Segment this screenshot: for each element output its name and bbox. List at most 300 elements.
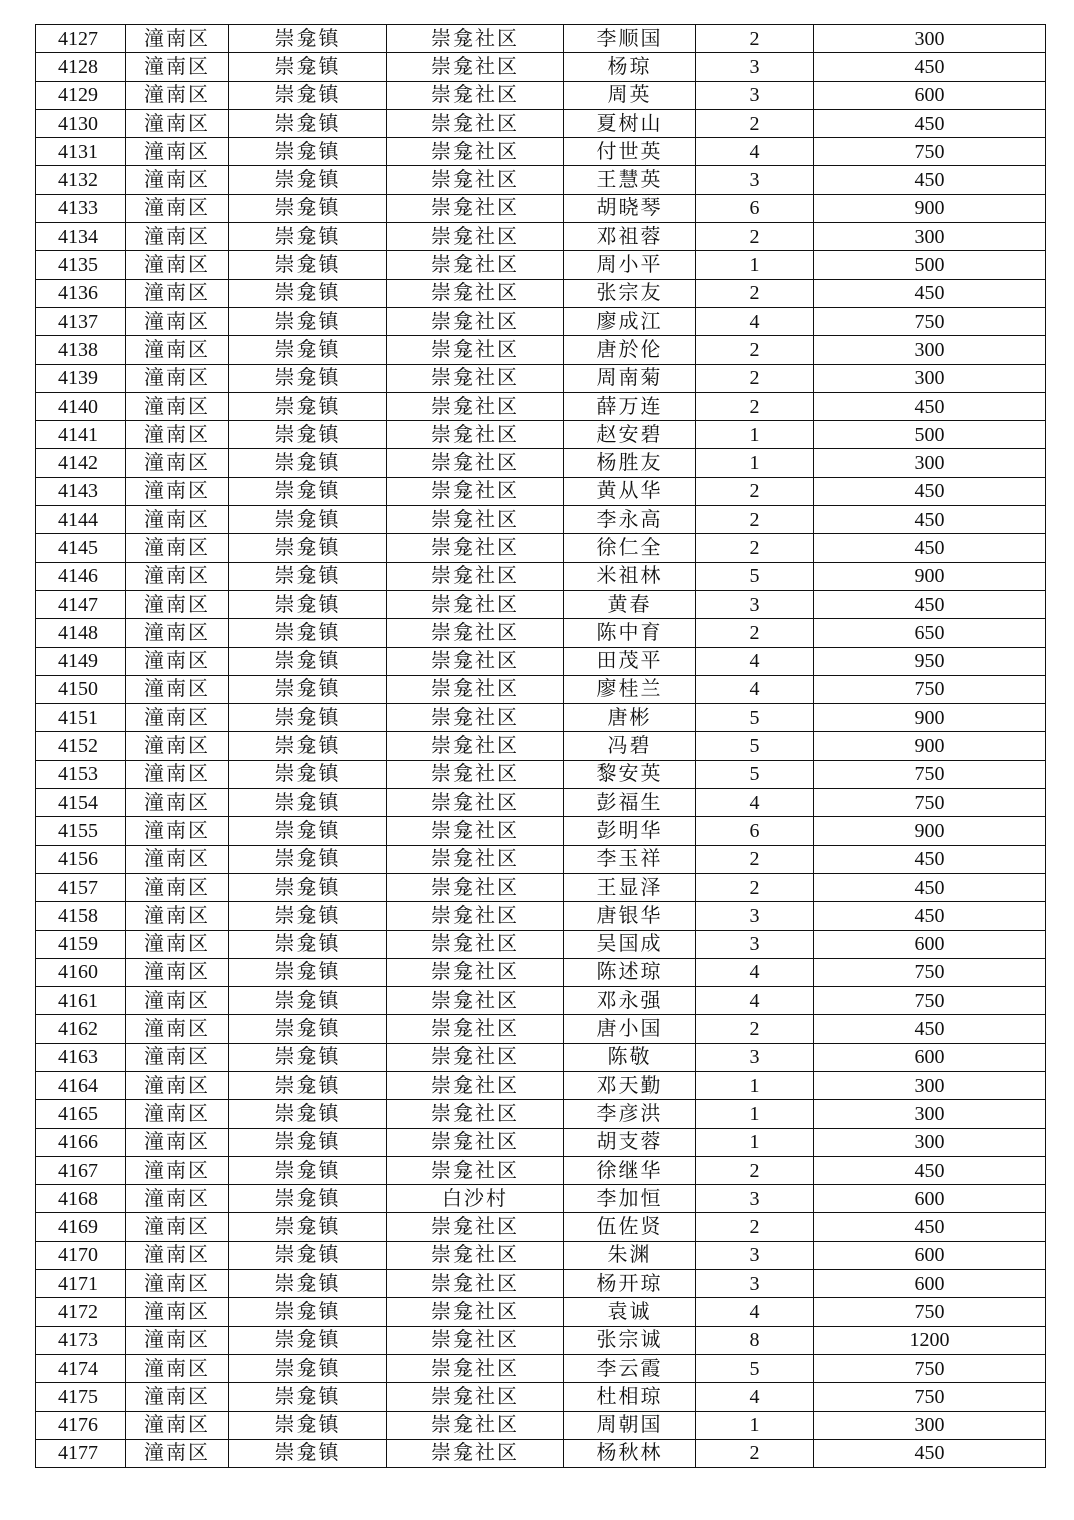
community-cell: 崇龛社区 — [387, 81, 564, 109]
town-cell: 崇龛镇 — [229, 534, 387, 562]
name-cell: 米祖林 — [564, 562, 696, 590]
table-row — [36, 307, 1046, 335]
name-cell: 周小平 — [564, 251, 696, 279]
name-cell: 彭福生 — [564, 789, 696, 817]
household-size-cell: 6 — [696, 817, 814, 845]
household-size-cell: 5 — [696, 704, 814, 732]
row-number-cell: 4166 — [36, 1128, 126, 1156]
district-cell: 潼南区 — [126, 166, 229, 194]
household-size-cell: 2 — [696, 109, 814, 137]
community-cell: 崇龛社区 — [387, 1156, 564, 1184]
name-cell: 杜相琼 — [564, 1383, 696, 1411]
household-size-cell: 3 — [696, 1241, 814, 1269]
district-cell: 潼南区 — [126, 138, 229, 166]
row-number-cell: 4137 — [36, 307, 126, 335]
household-size-cell: 5 — [696, 732, 814, 760]
amount-cell: 300 — [814, 1128, 1046, 1156]
amount-cell: 500 — [814, 251, 1046, 279]
community-cell: 崇龛社区 — [387, 1411, 564, 1439]
district-cell: 潼南区 — [126, 789, 229, 817]
row-number-cell: 4150 — [36, 675, 126, 703]
name-cell: 付世英 — [564, 138, 696, 166]
town-cell: 崇龛镇 — [229, 1298, 387, 1326]
community-cell: 崇龛社区 — [387, 506, 564, 534]
household-size-cell: 3 — [696, 1270, 814, 1298]
name-cell: 黄从华 — [564, 477, 696, 505]
amount-cell: 300 — [814, 1411, 1046, 1439]
town-cell: 崇龛镇 — [229, 1043, 387, 1071]
name-cell: 张宗友 — [564, 279, 696, 307]
row-number-cell: 4144 — [36, 506, 126, 534]
table-row — [36, 109, 1046, 137]
community-cell: 崇龛社区 — [387, 647, 564, 675]
household-size-cell: 5 — [696, 562, 814, 590]
household-size-cell: 4 — [696, 987, 814, 1015]
household-size-cell: 4 — [696, 1298, 814, 1326]
row-number-cell: 4132 — [36, 166, 126, 194]
community-cell: 崇龛社区 — [387, 1298, 564, 1326]
town-cell: 崇龛镇 — [229, 336, 387, 364]
district-cell: 潼南区 — [126, 1270, 229, 1298]
amount-cell: 450 — [814, 1156, 1046, 1184]
district-cell: 潼南区 — [126, 1185, 229, 1213]
name-cell: 冯碧 — [564, 732, 696, 760]
table-row — [36, 1411, 1046, 1439]
row-number-cell: 4146 — [36, 562, 126, 590]
town-cell: 崇龛镇 — [229, 138, 387, 166]
district-cell: 潼南区 — [126, 647, 229, 675]
row-number-cell: 4143 — [36, 477, 126, 505]
table-row — [36, 392, 1046, 420]
name-cell: 田茂平 — [564, 647, 696, 675]
table-row — [36, 1071, 1046, 1099]
row-number-cell: 4158 — [36, 902, 126, 930]
town-cell: 崇龛镇 — [229, 53, 387, 81]
district-cell: 潼南区 — [126, 1156, 229, 1184]
name-cell: 唐於伦 — [564, 336, 696, 364]
table-row — [36, 1156, 1046, 1184]
amount-cell: 450 — [814, 1439, 1046, 1467]
name-cell: 彭明华 — [564, 817, 696, 845]
household-size-cell: 2 — [696, 364, 814, 392]
community-cell: 崇龛社区 — [387, 1071, 564, 1099]
amount-cell: 300 — [814, 336, 1046, 364]
row-number-cell: 4170 — [36, 1241, 126, 1269]
community-cell: 崇龛社区 — [387, 987, 564, 1015]
community-cell: 崇龛社区 — [387, 138, 564, 166]
community-cell: 崇龛社区 — [387, 1241, 564, 1269]
amount-cell: 450 — [814, 873, 1046, 901]
town-cell: 崇龛镇 — [229, 1383, 387, 1411]
amount-cell: 750 — [814, 307, 1046, 335]
community-cell: 崇龛社区 — [387, 1383, 564, 1411]
district-cell: 潼南区 — [126, 873, 229, 901]
community-cell: 崇龛社区 — [387, 1100, 564, 1128]
table-row — [36, 251, 1046, 279]
table-row — [36, 1439, 1046, 1467]
amount-cell: 650 — [814, 619, 1046, 647]
table-row — [36, 223, 1046, 251]
household-size-cell: 2 — [696, 1156, 814, 1184]
community-cell: 崇龛社区 — [387, 307, 564, 335]
name-cell: 李玉祥 — [564, 845, 696, 873]
district-cell: 潼南区 — [126, 1241, 229, 1269]
community-cell: 崇龛社区 — [387, 619, 564, 647]
district-cell: 潼南区 — [126, 704, 229, 732]
community-cell: 崇龛社区 — [387, 902, 564, 930]
amount-cell: 600 — [814, 1043, 1046, 1071]
amount-cell: 450 — [814, 1213, 1046, 1241]
amount-cell: 450 — [814, 1015, 1046, 1043]
town-cell: 崇龛镇 — [229, 789, 387, 817]
household-size-cell: 1 — [696, 421, 814, 449]
name-cell: 吴国成 — [564, 930, 696, 958]
household-size-cell: 1 — [696, 1128, 814, 1156]
district-cell: 潼南区 — [126, 392, 229, 420]
amount-cell: 750 — [814, 789, 1046, 817]
town-cell: 崇龛镇 — [229, 1015, 387, 1043]
district-cell: 潼南区 — [126, 25, 229, 53]
town-cell: 崇龛镇 — [229, 704, 387, 732]
district-cell: 潼南区 — [126, 251, 229, 279]
town-cell: 崇龛镇 — [229, 1156, 387, 1184]
household-size-cell: 4 — [696, 1383, 814, 1411]
table-row — [36, 506, 1046, 534]
town-cell: 崇龛镇 — [229, 647, 387, 675]
row-number-cell: 4131 — [36, 138, 126, 166]
table-row — [36, 647, 1046, 675]
district-cell: 潼南区 — [126, 619, 229, 647]
name-cell: 唐小国 — [564, 1015, 696, 1043]
district-cell: 潼南区 — [126, 336, 229, 364]
name-cell: 邓祖蓉 — [564, 223, 696, 251]
name-cell: 袁诚 — [564, 1298, 696, 1326]
town-cell: 崇龛镇 — [229, 1128, 387, 1156]
name-cell: 周南菊 — [564, 364, 696, 392]
community-cell: 崇龛社区 — [387, 449, 564, 477]
name-cell: 廖桂兰 — [564, 675, 696, 703]
name-cell: 胡晓琴 — [564, 194, 696, 222]
row-number-cell: 4129 — [36, 81, 126, 109]
district-cell: 潼南区 — [126, 1128, 229, 1156]
amount-cell: 600 — [814, 1270, 1046, 1298]
community-cell: 崇龛社区 — [387, 732, 564, 760]
district-cell: 潼南区 — [126, 279, 229, 307]
row-number-cell: 4176 — [36, 1411, 126, 1439]
row-number-cell: 4142 — [36, 449, 126, 477]
town-cell: 崇龛镇 — [229, 392, 387, 420]
household-size-cell: 2 — [696, 1015, 814, 1043]
name-cell: 陈敬 — [564, 1043, 696, 1071]
town-cell: 崇龛镇 — [229, 732, 387, 760]
town-cell: 崇龛镇 — [229, 845, 387, 873]
community-cell: 崇龛社区 — [387, 166, 564, 194]
town-cell: 崇龛镇 — [229, 166, 387, 194]
table-row — [36, 166, 1046, 194]
town-cell: 崇龛镇 — [229, 930, 387, 958]
row-number-cell: 4173 — [36, 1326, 126, 1354]
community-cell: 崇龛社区 — [387, 1015, 564, 1043]
town-cell: 崇龛镇 — [229, 817, 387, 845]
community-cell: 崇龛社区 — [387, 789, 564, 817]
district-cell: 潼南区 — [126, 902, 229, 930]
name-cell: 李云霞 — [564, 1354, 696, 1382]
row-number-cell: 4163 — [36, 1043, 126, 1071]
row-number-cell: 4155 — [36, 817, 126, 845]
amount-cell: 450 — [814, 166, 1046, 194]
amount-cell: 750 — [814, 1383, 1046, 1411]
table-row — [36, 704, 1046, 732]
district-cell: 潼南区 — [126, 449, 229, 477]
town-cell: 崇龛镇 — [229, 675, 387, 703]
district-cell: 潼南区 — [126, 53, 229, 81]
row-number-cell: 4135 — [36, 251, 126, 279]
district-cell: 潼南区 — [126, 1043, 229, 1071]
community-cell: 崇龛社区 — [387, 109, 564, 137]
name-cell: 黄春 — [564, 590, 696, 618]
table-row — [36, 1100, 1046, 1128]
amount-cell: 750 — [814, 987, 1046, 1015]
town-cell: 崇龛镇 — [229, 81, 387, 109]
household-size-cell: 2 — [696, 279, 814, 307]
town-cell: 崇龛镇 — [229, 1185, 387, 1213]
table-row — [36, 817, 1046, 845]
name-cell: 赵安碧 — [564, 421, 696, 449]
table-row — [36, 1383, 1046, 1411]
amount-cell: 750 — [814, 958, 1046, 986]
district-cell: 潼南区 — [126, 364, 229, 392]
name-cell: 朱渊 — [564, 1241, 696, 1269]
district-cell: 潼南区 — [126, 562, 229, 590]
community-cell: 崇龛社区 — [387, 25, 564, 53]
town-cell: 崇龛镇 — [229, 1213, 387, 1241]
district-cell: 潼南区 — [126, 506, 229, 534]
household-size-cell: 2 — [696, 534, 814, 562]
community-cell: 崇龛社区 — [387, 1354, 564, 1382]
household-size-cell: 4 — [696, 675, 814, 703]
district-cell: 潼南区 — [126, 1100, 229, 1128]
amount-cell: 900 — [814, 562, 1046, 590]
row-number-cell: 4177 — [36, 1439, 126, 1467]
district-cell: 潼南区 — [126, 81, 229, 109]
row-number-cell: 4164 — [36, 1071, 126, 1099]
table-row — [36, 1015, 1046, 1043]
row-number-cell: 4160 — [36, 958, 126, 986]
table-row — [36, 789, 1046, 817]
town-cell: 崇龛镇 — [229, 307, 387, 335]
amount-cell: 750 — [814, 760, 1046, 788]
name-cell: 胡支蓉 — [564, 1128, 696, 1156]
district-cell: 潼南区 — [126, 194, 229, 222]
household-size-cell: 4 — [696, 647, 814, 675]
table-row — [36, 1298, 1046, 1326]
community-cell: 白沙村 — [387, 1185, 564, 1213]
row-number-cell: 4152 — [36, 732, 126, 760]
community-cell: 崇龛社区 — [387, 53, 564, 81]
community-cell: 崇龛社区 — [387, 534, 564, 562]
name-cell: 陈中育 — [564, 619, 696, 647]
town-cell: 崇龛镇 — [229, 194, 387, 222]
row-number-cell: 4128 — [36, 53, 126, 81]
community-cell: 崇龛社区 — [387, 364, 564, 392]
row-number-cell: 4127 — [36, 25, 126, 53]
community-cell: 崇龛社区 — [387, 1270, 564, 1298]
amount-cell: 450 — [814, 845, 1046, 873]
amount-cell: 300 — [814, 223, 1046, 251]
amount-cell: 300 — [814, 1071, 1046, 1099]
district-cell: 潼南区 — [126, 1411, 229, 1439]
name-cell: 徐继华 — [564, 1156, 696, 1184]
community-cell: 崇龛社区 — [387, 392, 564, 420]
town-cell: 崇龛镇 — [229, 506, 387, 534]
community-cell: 崇龛社区 — [387, 930, 564, 958]
row-number-cell: 4157 — [36, 873, 126, 901]
row-number-cell: 4136 — [36, 279, 126, 307]
town-cell: 崇龛镇 — [229, 1071, 387, 1099]
community-cell: 崇龛社区 — [387, 1439, 564, 1467]
table-row — [36, 1128, 1046, 1156]
amount-cell: 300 — [814, 449, 1046, 477]
table-row — [36, 1043, 1046, 1071]
district-cell: 潼南区 — [126, 1383, 229, 1411]
household-size-cell: 3 — [696, 590, 814, 618]
amount-cell: 750 — [814, 1298, 1046, 1326]
community-cell: 崇龛社区 — [387, 223, 564, 251]
table-row — [36, 336, 1046, 364]
community-cell: 崇龛社区 — [387, 958, 564, 986]
amount-cell: 900 — [814, 194, 1046, 222]
row-number-cell: 4167 — [36, 1156, 126, 1184]
district-cell: 潼南区 — [126, 958, 229, 986]
amount-cell: 300 — [814, 25, 1046, 53]
town-cell: 崇龛镇 — [229, 1411, 387, 1439]
community-cell: 崇龛社区 — [387, 421, 564, 449]
name-cell: 杨琼 — [564, 53, 696, 81]
name-cell: 周英 — [564, 81, 696, 109]
amount-cell: 500 — [814, 421, 1046, 449]
name-cell: 徐仁全 — [564, 534, 696, 562]
amount-cell: 750 — [814, 675, 1046, 703]
table-row — [36, 873, 1046, 901]
row-number-cell: 4147 — [36, 590, 126, 618]
table-row — [36, 1241, 1046, 1269]
household-size-cell: 3 — [696, 930, 814, 958]
community-cell: 崇龛社区 — [387, 817, 564, 845]
name-cell: 周朝国 — [564, 1411, 696, 1439]
name-cell: 杨胜友 — [564, 449, 696, 477]
household-size-cell: 2 — [696, 845, 814, 873]
name-cell: 伍佐贤 — [564, 1213, 696, 1241]
row-number-cell: 4130 — [36, 109, 126, 137]
name-cell: 廖成江 — [564, 307, 696, 335]
table-row — [36, 562, 1046, 590]
row-number-cell: 4171 — [36, 1270, 126, 1298]
community-cell: 崇龛社区 — [387, 251, 564, 279]
town-cell: 崇龛镇 — [229, 1100, 387, 1128]
household-size-cell: 4 — [696, 307, 814, 335]
amount-cell: 300 — [814, 364, 1046, 392]
household-size-cell: 4 — [696, 789, 814, 817]
row-number-cell: 4145 — [36, 534, 126, 562]
community-cell: 崇龛社区 — [387, 704, 564, 732]
town-cell: 崇龛镇 — [229, 449, 387, 477]
community-cell: 崇龛社区 — [387, 562, 564, 590]
amount-cell: 750 — [814, 1354, 1046, 1382]
name-cell: 陈述琼 — [564, 958, 696, 986]
town-cell: 崇龛镇 — [229, 590, 387, 618]
household-size-cell: 2 — [696, 1439, 814, 1467]
district-cell: 潼南区 — [126, 817, 229, 845]
row-number-cell: 4139 — [36, 364, 126, 392]
amount-cell: 300 — [814, 1100, 1046, 1128]
table-row — [36, 619, 1046, 647]
district-cell: 潼南区 — [126, 1015, 229, 1043]
table-row — [36, 732, 1046, 760]
name-cell: 黎安英 — [564, 760, 696, 788]
household-size-cell: 2 — [696, 619, 814, 647]
name-cell: 薛万连 — [564, 392, 696, 420]
household-size-cell: 2 — [696, 506, 814, 534]
town-cell: 崇龛镇 — [229, 958, 387, 986]
town-cell: 崇龛镇 — [229, 1354, 387, 1382]
row-number-cell: 4159 — [36, 930, 126, 958]
table-row — [36, 930, 1046, 958]
community-cell: 崇龛社区 — [387, 477, 564, 505]
community-cell: 崇龛社区 — [387, 1213, 564, 1241]
table-row — [36, 421, 1046, 449]
district-cell: 潼南区 — [126, 1326, 229, 1354]
district-cell: 潼南区 — [126, 109, 229, 137]
name-cell: 张宗诚 — [564, 1326, 696, 1354]
community-cell: 崇龛社区 — [387, 845, 564, 873]
name-cell: 杨秋林 — [564, 1439, 696, 1467]
household-size-cell: 1 — [696, 251, 814, 279]
household-size-cell: 8 — [696, 1326, 814, 1354]
district-cell: 潼南区 — [126, 1213, 229, 1241]
table-row — [36, 845, 1046, 873]
amount-cell: 600 — [814, 1185, 1046, 1213]
community-cell: 崇龛社区 — [387, 760, 564, 788]
name-cell: 李加恒 — [564, 1185, 696, 1213]
town-cell: 崇龛镇 — [229, 562, 387, 590]
table-row — [36, 1185, 1046, 1213]
table-row — [36, 590, 1046, 618]
amount-cell: 450 — [814, 590, 1046, 618]
town-cell: 崇龛镇 — [229, 1439, 387, 1467]
district-cell: 潼南区 — [126, 590, 229, 618]
amount-cell: 900 — [814, 732, 1046, 760]
community-cell: 崇龛社区 — [387, 873, 564, 901]
amount-cell: 750 — [814, 138, 1046, 166]
community-cell: 崇龛社区 — [387, 1326, 564, 1354]
household-size-cell: 3 — [696, 166, 814, 194]
row-number-cell: 4162 — [36, 1015, 126, 1043]
town-cell: 崇龛镇 — [229, 873, 387, 901]
amount-cell: 950 — [814, 647, 1046, 675]
table-row — [36, 902, 1046, 930]
name-cell: 杨开琼 — [564, 1270, 696, 1298]
household-size-cell: 4 — [696, 138, 814, 166]
district-cell: 潼南区 — [126, 307, 229, 335]
household-size-cell: 1 — [696, 1100, 814, 1128]
table-row — [36, 364, 1046, 392]
town-cell: 崇龛镇 — [229, 902, 387, 930]
district-cell: 潼南区 — [126, 1298, 229, 1326]
district-cell: 潼南区 — [126, 930, 229, 958]
household-size-cell: 2 — [696, 392, 814, 420]
row-number-cell: 4140 — [36, 392, 126, 420]
row-number-cell: 4141 — [36, 421, 126, 449]
